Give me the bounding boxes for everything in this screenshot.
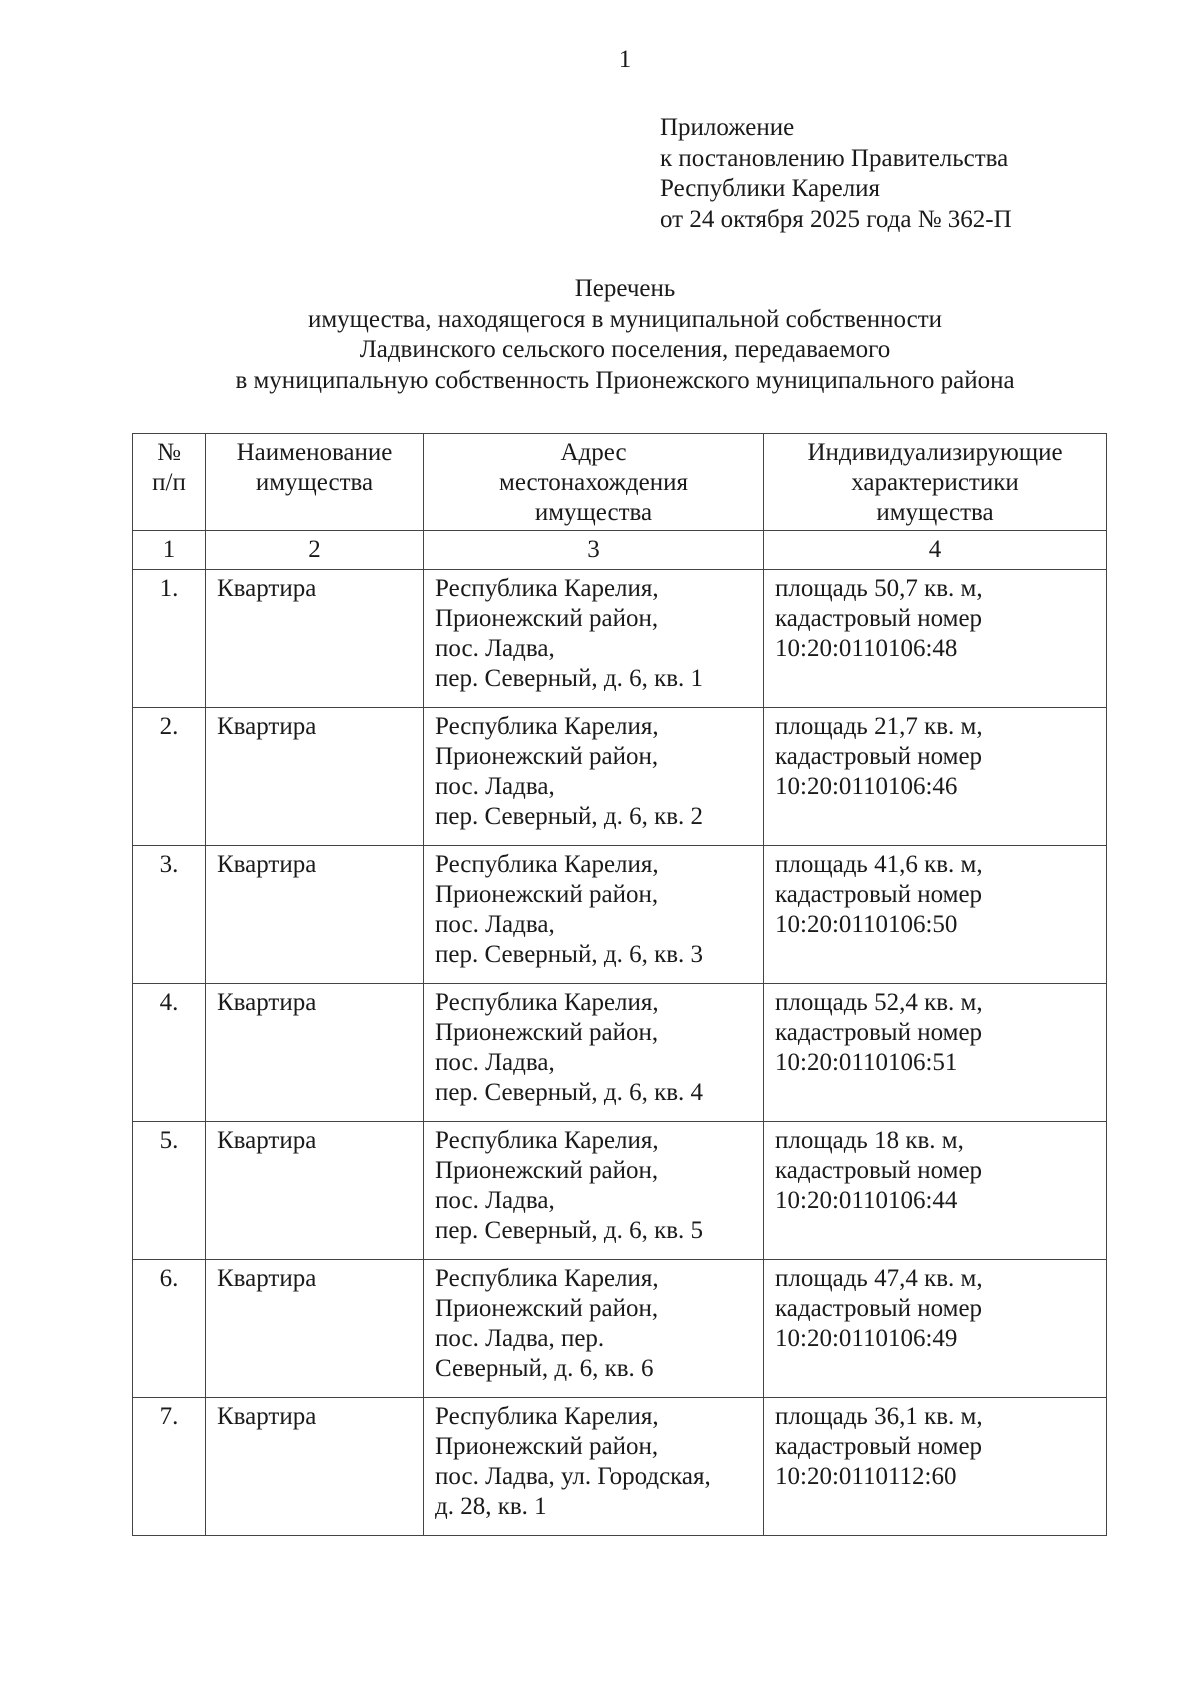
address-line: Республика Карелия, — [435, 989, 659, 1016]
address-line: Республика Карелия, — [435, 1265, 659, 1292]
row-number: 7. — [133, 1398, 206, 1536]
property-address — [424, 708, 764, 846]
property-characteristics — [764, 984, 1107, 1122]
address-line: Прионежский район, — [435, 1157, 659, 1184]
characteristic-line: 10:20:0110106:46 — [775, 773, 958, 800]
title-line: Перечень — [574, 275, 676, 302]
table-row — [133, 708, 1107, 846]
column-number: 2 — [206, 531, 424, 570]
column-number: 4 — [764, 531, 1107, 570]
row-number: 6. — [133, 1260, 206, 1398]
property-characteristics — [764, 1398, 1107, 1536]
address-line: пер. Северный, д. 6, кв. 3 — [435, 941, 704, 968]
property-address — [424, 1260, 764, 1398]
appendix-line: от 24 октября 2025 года № 362-П — [660, 205, 1012, 233]
header-line: № — [157, 439, 181, 466]
address-line: пос. Ладва, — [435, 911, 555, 938]
column-number: 1 — [133, 531, 206, 570]
header-line: имущества — [876, 499, 994, 526]
table-row — [133, 570, 1107, 708]
address-line: Прионежский район, — [435, 1019, 659, 1046]
characteristic-line: площадь 41,6 кв. м, — [775, 851, 983, 878]
appendix-line: Приложение — [660, 114, 795, 141]
property-name: Квартира — [206, 1260, 424, 1398]
property-address — [424, 1398, 764, 1536]
property-address — [424, 984, 764, 1122]
property-name: Квартира — [206, 984, 424, 1122]
table-row — [133, 984, 1107, 1122]
row-number: 3. — [133, 846, 206, 984]
address-line: Прионежский район, — [435, 743, 659, 770]
appendix-line: Республики Карелия — [660, 175, 881, 202]
property-address — [424, 1122, 764, 1260]
characteristic-line: 10:20:0110106:50 — [775, 911, 958, 938]
table-row — [133, 846, 1107, 984]
property-characteristics — [764, 1260, 1107, 1398]
address-line: пос. Ладва, — [435, 1187, 555, 1214]
address-line: пер. Северный, д. 6, кв. 4 — [435, 1079, 704, 1106]
characteristic-line: кадастровый номер — [775, 881, 983, 908]
header-line: характеристики — [851, 469, 1019, 496]
characteristic-line: 10:20:0110106:51 — [775, 1049, 958, 1076]
header-line: Адрес — [560, 439, 627, 466]
address-line: пос. Ладва, — [435, 635, 555, 662]
header-number — [133, 434, 206, 531]
property-characteristics — [764, 708, 1107, 846]
column-number: 3 — [424, 531, 764, 570]
property-address — [424, 846, 764, 984]
row-number: 4. — [133, 984, 206, 1122]
column-number-row — [133, 531, 1107, 570]
characteristic-line: площадь 50,7 кв. м, — [775, 575, 983, 602]
characteristic-line: кадастровый номер — [775, 1019, 983, 1046]
property-name: Квартира — [206, 708, 424, 846]
address-line: Прионежский район, — [435, 605, 659, 632]
address-line: пер. Северный, д. 6, кв. 1 — [435, 665, 704, 692]
header-line: имущества — [255, 469, 374, 496]
property-name: Квартира — [206, 846, 424, 984]
header-address — [424, 434, 764, 531]
header-line: Индивидуализирующие — [807, 439, 1063, 466]
page-number: 1 — [618, 46, 632, 73]
address-line: Северный, д. 6, кв. 6 — [435, 1355, 654, 1382]
title-line: имущества, находящегося в муниципальной собственности — [307, 305, 943, 333]
property-characteristics — [764, 1122, 1107, 1260]
row-number: 1. — [133, 570, 206, 708]
property-characteristics — [764, 570, 1107, 708]
characteristic-line: кадастровый номер — [775, 605, 983, 632]
title-line: Ладвинского сельского поселения, передаваемого — [359, 336, 891, 363]
property-characteristics — [764, 846, 1107, 984]
address-line: д. 28, кв. 1 — [435, 1493, 547, 1520]
characteristic-line: площадь 18 кв. м, — [775, 1127, 964, 1154]
table-row — [133, 1398, 1107, 1536]
row-number: 5. — [133, 1122, 206, 1260]
address-line: пос. Ладва, — [435, 773, 555, 800]
characteristic-line: площадь 21,7 кв. м, — [775, 713, 983, 740]
characteristic-line: 10:20:0110112:60 — [775, 1463, 957, 1490]
row-number: 2. — [133, 708, 206, 846]
address-line: пер. Северный, д. 6, кв. 5 — [435, 1217, 704, 1244]
address-line: пос. Ладва, — [435, 1049, 555, 1076]
address-line: Республика Карелия, — [435, 1127, 659, 1154]
header-line: п/п — [152, 469, 186, 496]
property-name: Квартира — [206, 1398, 424, 1536]
appendix-line: к постановлению Правительства — [660, 144, 1009, 172]
property-table — [132, 433, 1107, 1536]
title-line: в муниципальную собственность Прионежского муниципального района — [235, 366, 1015, 394]
address-line: пер. Северный, д. 6, кв. 2 — [435, 803, 704, 830]
address-line: пос. Ладва, ул. Городская, — [435, 1463, 711, 1490]
address-line: Республика Карелия, — [435, 1403, 659, 1430]
address-line: Республика Карелия, — [435, 713, 659, 740]
header-line: Наименование — [236, 439, 393, 466]
header-line: местонахождения — [499, 469, 688, 496]
header-characteristics — [764, 434, 1107, 531]
characteristic-line: кадастровый номер — [775, 1295, 983, 1322]
characteristic-line: площадь 52,4 кв. м, — [775, 989, 983, 1016]
document-title — [100, 274, 1150, 396]
address-line: Прионежский район, — [435, 1295, 659, 1322]
characteristic-line: кадастровый номер — [775, 1433, 983, 1460]
address-line: Республика Карелия, — [435, 575, 659, 602]
property-name: Квартира — [206, 570, 424, 708]
address-line: пос. Ладва, пер. — [435, 1325, 605, 1352]
table-header-row — [133, 434, 1107, 531]
characteristic-line: кадастровый номер — [775, 743, 983, 770]
characteristic-line: 10:20:0110106:49 — [775, 1325, 958, 1352]
property-name: Квартира — [206, 1122, 424, 1260]
appendix-header — [660, 113, 1012, 235]
characteristic-line: 10:20:0110106:44 — [775, 1187, 958, 1214]
address-line: Прионежский район, — [435, 1433, 659, 1460]
header-line: имущества — [534, 499, 653, 526]
address-line: Прионежский район, — [435, 881, 659, 908]
characteristic-line: кадастровый номер — [775, 1157, 983, 1184]
property-address — [424, 570, 764, 708]
table-row — [133, 1260, 1107, 1398]
characteristic-line: площадь 47,4 кв. м, — [775, 1265, 983, 1292]
characteristic-line: площадь 36,1 кв. м, — [775, 1403, 983, 1430]
table-row — [133, 1122, 1107, 1260]
header-name — [206, 434, 424, 531]
address-line: Республика Карелия, — [435, 851, 659, 878]
characteristic-line: 10:20:0110106:48 — [775, 635, 958, 662]
